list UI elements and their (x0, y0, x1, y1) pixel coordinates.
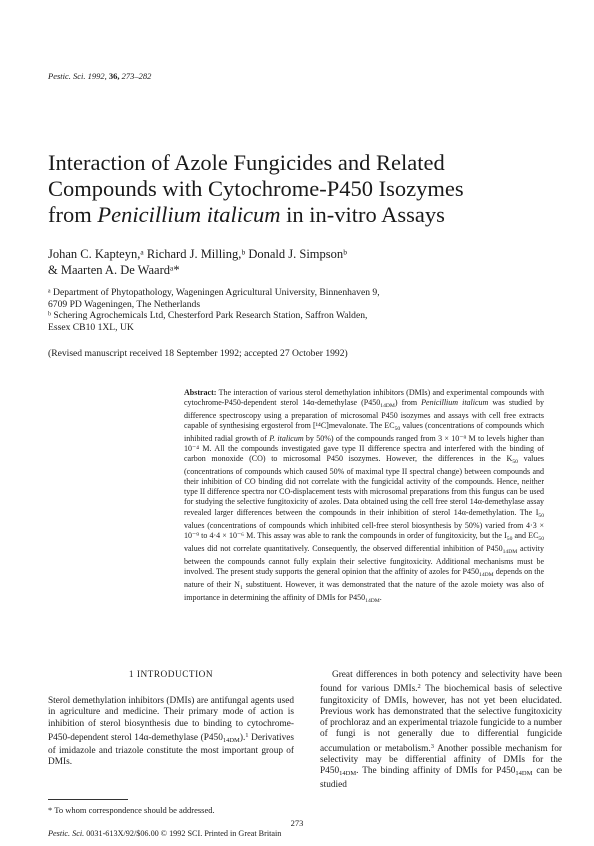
paper-title (48, 150, 558, 228)
abstract-text: depends on the nature of their N (184, 566, 544, 589)
authors-line-1: Johan C. Kapteyn,ᵃ Richard J. Milling,ᵇ Donald J. Simpsonᵇ (48, 247, 347, 261)
footnote-divider (48, 799, 128, 800)
abstract-species: P. italicum (269, 434, 304, 444)
title-species: Penicillium italicum (97, 202, 281, 227)
abstract-subscript: 50 (512, 459, 518, 466)
abstract-text: . (379, 592, 382, 602)
abstract-subscript: 14DM (365, 597, 380, 604)
journal-pages: 273–282 (121, 71, 152, 81)
citation-superscript: 3 (430, 742, 434, 750)
body-text: ). (239, 732, 246, 743)
title-line-3-pre: from (48, 202, 98, 227)
journal-name: Pestic. Sci. (48, 71, 86, 81)
abstract-text: activity between the compounds cannot fully explain their selective fungitoxicity. Additional mechanisms must be involved. The present study supports the general opinion that the affinity of azoles for P450 (184, 543, 545, 576)
abstract-label: Abstract: (184, 388, 217, 397)
title-line-3 (48, 202, 558, 228)
body-text: Derivatives of imidazole and triazole constitute the most important group of DMIs. (48, 732, 294, 768)
journal-year: 1992, (87, 71, 107, 81)
title-line-2: Compounds with Cytochrome-P450 Isozymes (48, 176, 464, 201)
body-text: can be studied (320, 766, 562, 790)
body-text: . The binding affinity of DMIs for P450 (356, 766, 516, 777)
abstract-species: Penicillium italicum (421, 398, 489, 408)
revision-dates: (Revised manuscript received 18 September 1992; accepted 27 October 1992) (48, 348, 348, 359)
page-number: 273 (290, 818, 304, 828)
publication-line (48, 829, 562, 838)
bottom-copyright: 0031-613X/92/$06.00 © 1992 SCI. Printed in Great Britain (84, 829, 282, 838)
abstract-subscript: 14DM (502, 548, 518, 555)
affiliations (48, 287, 558, 333)
abstract-subscript: 50 (538, 512, 544, 519)
affiliation-a-line-1: ᵃ Department of Phytopathology, Wageningen Agricultural University, Binnenhaven 9, (48, 287, 380, 298)
abstract-subscript: 14DM (479, 571, 494, 578)
body-text: Great differences in both potency and selectivity have been found for various DMIs. (320, 670, 562, 695)
authors-line-2: & Maarten A. De Waardᵃ* (48, 263, 180, 277)
journal-volume: 36, (108, 71, 120, 81)
affiliation-b-line-2: Essex CB10 1XL, UK (48, 321, 134, 333)
bottom-journal-name: Pestic. Sci. (48, 829, 85, 838)
body-subscript: 14DM (339, 770, 357, 778)
body-subscript: 14DM (222, 736, 240, 744)
abstract-subscript: 50 (506, 535, 513, 542)
body-subscript: 14DM (515, 770, 533, 778)
citation-superscript: 2 (417, 683, 421, 691)
abstract-subscript: 50 (538, 535, 544, 542)
intro-column-right (320, 670, 562, 791)
abstract-text: and EC (512, 530, 539, 540)
abstract-subscript: 1 (239, 584, 243, 591)
affiliation-a-line-2: 6709 PD Wageningen, The Netherlands (48, 298, 201, 310)
abstract-text: was studied by difference spectroscopy using a preparation of microsomal P450 isozymes and assays with cell free extracts capable of synthesising ergosterol from [¹⁴C]mevalonate. The EC (184, 398, 544, 431)
affiliation-b-line-1: ᵇ Schering Agrochemicals Ltd, Chesterford Park Research Station, Saffron Walden, (48, 310, 368, 322)
abstract-text: by 50%) of the compounds ranged from 3 × 10⁻⁹ M to levels higher than 10⁻⁴ M. All the compounds investigated gave type II difference spectra and interfered with the binding of carbon monoxide (CO) to microsomal P450 isozymes. However, the differences in the K (184, 434, 545, 464)
abstract-text: values (concentrations of compounds which inhibited radial growth of (184, 421, 544, 444)
abstract-text: values did not correlate quantitatively. Consequently, the observed differential inhibition of P450 (184, 543, 503, 553)
abstract-text: ) from (394, 398, 422, 408)
body-text: Another possible mechanism for selectivity may be differential affinity of DMIs for the P450 (320, 743, 562, 777)
section-heading-introduction: 1 INTRODUCTION (128, 670, 214, 680)
journal-citation (48, 71, 151, 81)
abstract (184, 388, 544, 606)
citation-superscript: 1 (245, 731, 249, 739)
abstract-text: The interaction of various sterol demethylation inhibitors (DMIs) and experimental compounds with cytochrome-P450-dependent sterol 14α-demethylase (P450 (184, 388, 544, 408)
author-list (48, 246, 558, 278)
abstract-text: values (concentrations of compounds which inhibited cell-free sterol biosynthesis by 50%) varied from 4·3 × 10⁻⁹ to 4·4 × 10⁻⁶ M. This assay was able to rank the compounds in order of fungitoxicity, but the I (184, 520, 544, 540)
abstract-subscript: 14DM (380, 403, 395, 410)
abstract-subscript: 50 (394, 426, 401, 433)
title-line-3-post: in in-vitro Assays (280, 202, 445, 227)
body-text: Sterol demethylation inhibitors (DMIs) are antifungal agents used in agriculture and medicine. Their primary mode of action is inhibition of sterol biosynthesis due to binding to cytochrome-P450-dependent sterol 14α-demethylase (P450 (48, 696, 294, 743)
abstract-text: values (concentrations of compounds which caused 50% of maximal type II spectral change) between compounds and their inhibition of CO binding did not correlate with the fungicidal activity of the compounds. Hence, neither type II difference spectra nor CO-displacement tests with microsomal preparations from this fungus can be used for studying the selective fungitoxicity of azoles. Data obtained using the cell free sterol 14α-demethylase assay revealed larger differences between the compounds in their inhibition of sterol 14α-demethylation. The I (184, 454, 545, 517)
body-text: The biochemical basis of selective fungitoxicity of DMIs, however, has not yet been elucidated. Previous work has demonstrated that the selective fungitoxicity of prochloraz and an experimental triazole fungicide to a number of fungi is not generally due to differential fungicide accumulation or metabolism. (320, 684, 562, 754)
abstract-text: substituent. However, it was demonstrated that the nature of the azole moiety was also of importance in determining the affinity of DMIs for P450 (184, 579, 544, 602)
intro-column-left (48, 696, 294, 769)
correspondence-footnote: * To whom correspondence should be addressed. (48, 805, 215, 815)
title-line-1: Interaction of Azole Fungicides and Related (48, 150, 445, 175)
